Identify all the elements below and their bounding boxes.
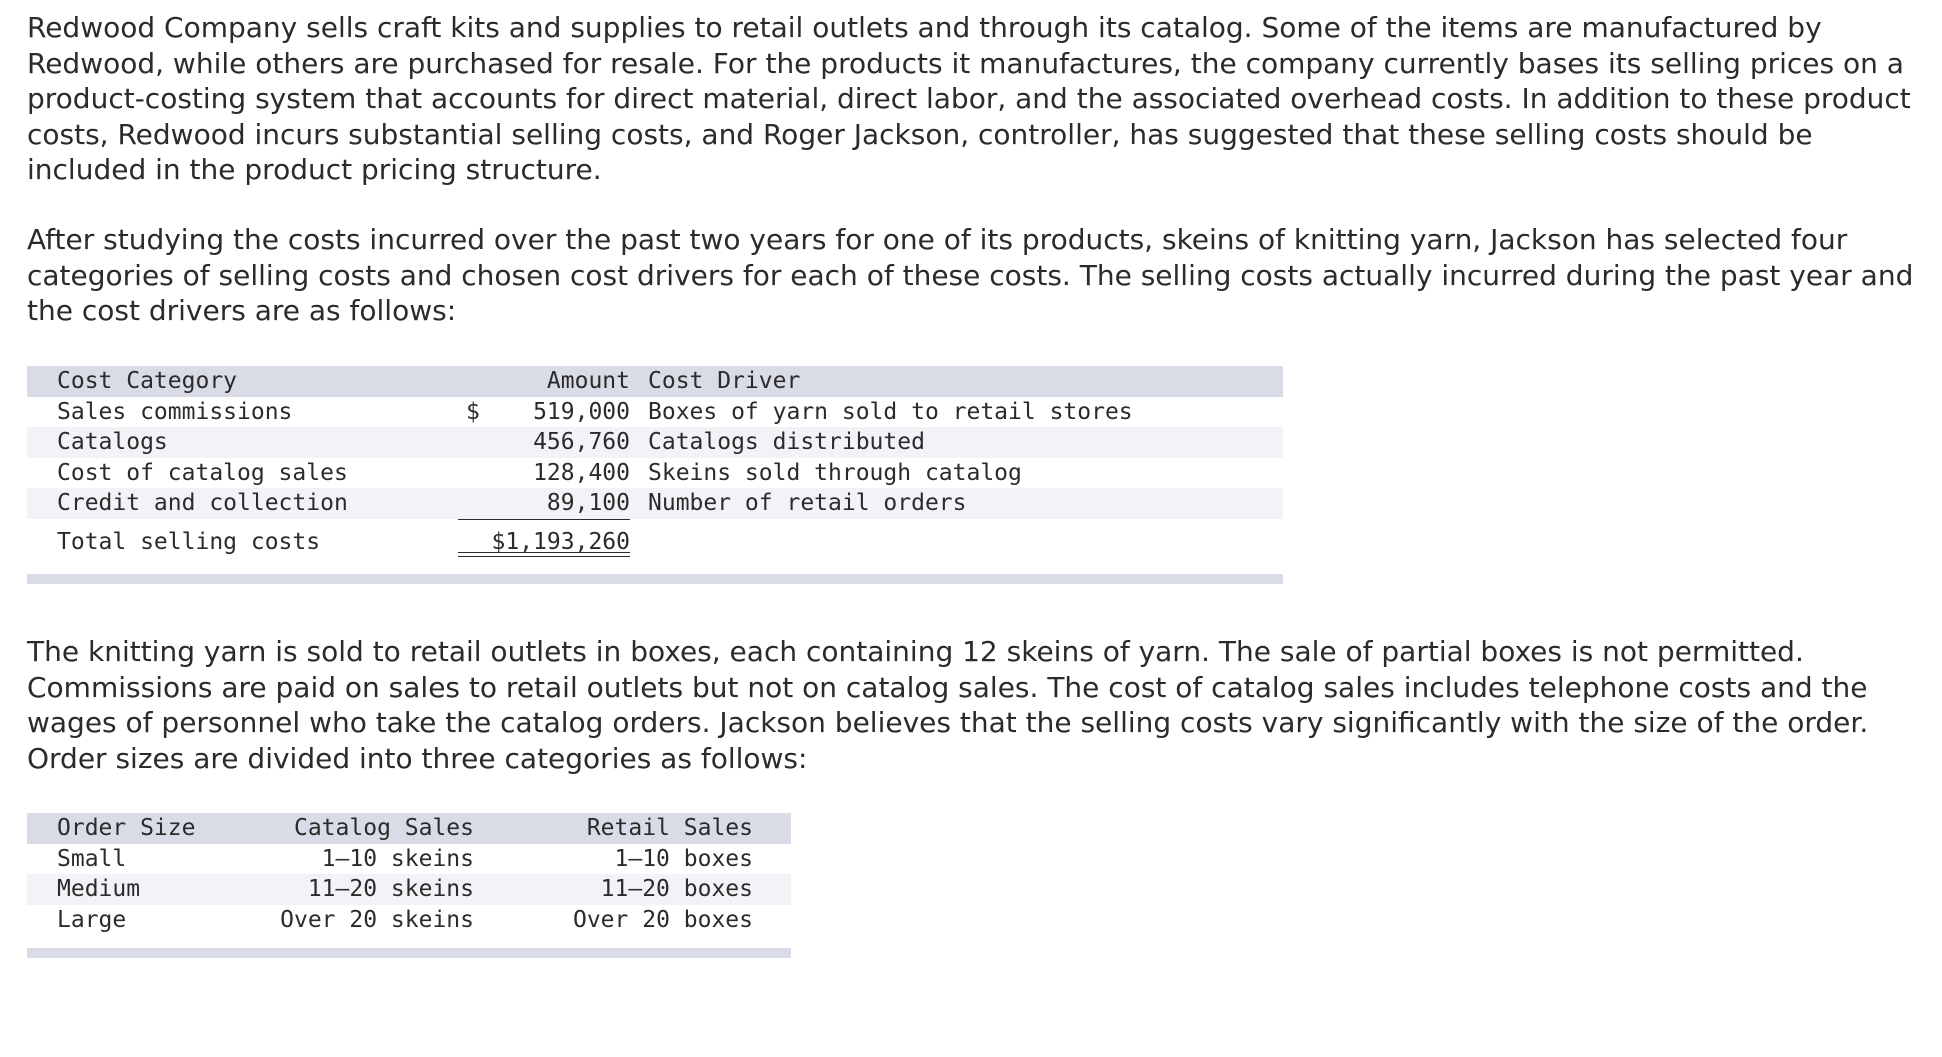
header-catalog-sales: Catalog Sales	[293, 815, 474, 841]
retail-sales-cell: Over 20 boxes	[572, 906, 753, 933]
total-amount: $1,193,260	[491, 528, 630, 555]
retail-sales-cell: 11–20 boxes	[600, 876, 753, 902]
dollar-sign: $	[466, 398, 480, 425]
amount-cell: 128,400	[533, 459, 630, 486]
header-retail-sales: Retail Sales	[586, 815, 753, 841]
header-cost-driver: Cost Driver	[648, 368, 801, 394]
table-row	[27, 844, 791, 875]
cost-category-cell: Sales commissions	[57, 398, 293, 425]
cost-driver-cell: Number of retail orders	[648, 490, 967, 516]
catalog-sales-cell: Over 20 skeins	[280, 906, 474, 933]
total-double-rule	[458, 552, 630, 557]
total-row	[27, 519, 1283, 559]
selling-costs-table	[27, 366, 1283, 584]
cost-driver-cell: Catalogs distributed	[648, 429, 925, 455]
cost-driver-cell: Boxes of yarn sold to retail stores	[648, 398, 1133, 425]
header-order-size: Order Size	[57, 815, 196, 841]
retail-sales-cell: 1–10 boxes	[614, 845, 753, 872]
cost-driver-cell: Skeins sold through catalog	[648, 459, 1022, 486]
order-size-table	[27, 813, 791, 958]
table-bottom-bar	[27, 948, 791, 958]
cost-category-cell: Catalogs	[57, 429, 168, 455]
amount-cell: 456,760	[533, 429, 630, 455]
amount-cell: 89,100	[546, 490, 630, 516]
table-row	[27, 397, 1283, 428]
table-bottom-bar	[27, 574, 1283, 584]
cost-category-cell: Cost of catalog sales	[57, 459, 348, 486]
table-header-row	[27, 366, 1283, 397]
intro-paragraph: Redwood Company sells craft kits and supplies to retail outlets and through its catalog. Some of the items are manufactured by Redwood, while others are purchased for resale. For the products it manufactures, the company currently bases its selling prices on a product-costing system that accounts for direct material, direct labor, and the associated overhead costs. In addition to these product costs, Redwood incurs substantial selling costs, and Roger Jackson, controller, has suggested that these selling costs should be included in the product pricing structure.	[27, 11, 1911, 186]
order-size-cell: Medium	[57, 876, 141, 902]
order-size-cell: Large	[57, 906, 127, 933]
catalog-sales-cell: 11–20 skeins	[307, 876, 474, 902]
table-header-row	[27, 813, 791, 844]
catalog-sales-cell: 1–10 skeins	[321, 845, 474, 872]
total-label: Total selling costs	[57, 528, 321, 555]
table-row	[27, 874, 791, 905]
table-row	[27, 427, 1283, 458]
order-size-paragraph: The knitting yarn is sold to retail outlets in boxes, each containing 12 skeins of yarn. The sale of partial boxes is not permitted. Commissions are paid on sales to retail outlets but not on catalog sales. The cost of catalog sales includes telephone costs and the wages of personnel who take the catalog orders. Jackson believes that the selling costs vary significantly with the size of the order. Order sizes are divided into three categories as follows:	[27, 635, 1869, 775]
cost-category-cell: Credit and collection	[57, 490, 348, 516]
header-cost-category: Cost Category	[57, 368, 238, 394]
header-amount: Amount	[546, 368, 630, 394]
amount-cell: 519,000	[533, 398, 630, 425]
order-size-cell: Small	[57, 845, 127, 872]
table-row	[27, 905, 791, 936]
table-row	[27, 458, 1283, 489]
cost-drivers-paragraph: After studying the costs incurred over the past two years for one of its products, skeins of knitting yarn, Jackson has selected four categories of selling costs and chosen cost drivers for each of these costs. The selling costs actually incurred during the past year and the cost drivers are as follows:	[27, 223, 1914, 327]
table-row	[27, 488, 1283, 519]
